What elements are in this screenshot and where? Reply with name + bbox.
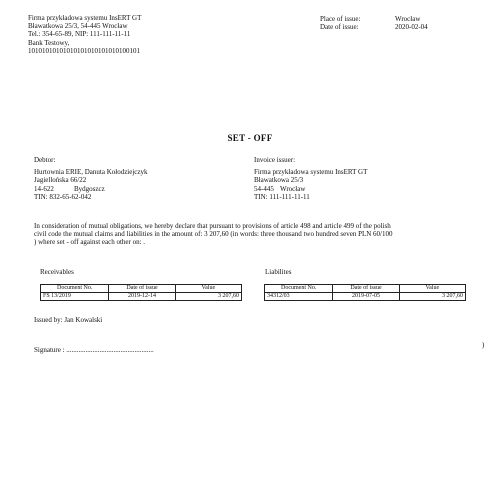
- value-cell: 3 207,60: [399, 293, 465, 301]
- debtor-postal-city: [34, 185, 148, 193]
- place-row: [320, 15, 428, 23]
- debtor-postal: 14-622: [34, 184, 54, 193]
- issuer-city: Wrocław: [280, 184, 306, 193]
- column-header: Value: [175, 285, 241, 293]
- declaration-line: civil code the mutual claims and liabilities in the amount of: 3 207,60 (in words: three thousand two hundred seven PLN 60/100: [34, 230, 393, 239]
- table-header-row: [41, 285, 242, 293]
- date-cell: 2019-12-14: [109, 293, 175, 301]
- date-cell: 2019-07-05: [333, 293, 399, 301]
- issuer-name: Firma przykładowa systemu InsERT GT: [254, 168, 368, 177]
- date-label: Date of issue:: [320, 23, 359, 32]
- issuer-postal-city: [254, 185, 367, 193]
- signature-line: Signature : ..................................................: [34, 346, 154, 354]
- company-phone-nip: Tel.: 354-65-89, NIP: 111-111-11-11: [28, 30, 131, 39]
- company-block: [28, 14, 141, 55]
- debtor-name: Hurtownia ERIE, Danuta Kołodziejczyk: [34, 168, 148, 177]
- company-account: 10101010101010101010101010100101: [28, 46, 140, 55]
- company-address: Bławatkowa 25/3, 54-445 Wrocław: [28, 22, 128, 31]
- debtor-tin: TIN: 832-65-62-042: [34, 192, 92, 201]
- company-bank: Bank Testowy,: [28, 38, 70, 47]
- column-header: Value: [399, 285, 465, 293]
- place-value: Wrocław: [395, 15, 421, 23]
- edge-mark: ): [482, 341, 485, 349]
- table-header-row: [265, 285, 466, 293]
- column-header: Document No.: [41, 285, 109, 293]
- document-no-cell: FS 13/2019: [41, 293, 109, 301]
- debtor-city: Bydgoszcz: [74, 184, 105, 193]
- issued-by: Issued by: Jan Kowalski: [34, 316, 103, 324]
- table-row: [265, 293, 466, 301]
- column-header: Date of issue: [333, 285, 399, 293]
- declaration-line: In consideration of mutual obligations, we hereby declare that pursuant to provisions of article 498 and article 499 of the polish: [34, 222, 391, 230]
- declaration-paragraph: [34, 222, 474, 247]
- document-title: SET - OFF: [227, 133, 273, 143]
- date-row: [320, 23, 428, 31]
- receivables-table: [40, 284, 242, 301]
- column-header: Document No.: [265, 285, 333, 293]
- issuer-block: [254, 156, 367, 201]
- issuer-street: Bławatkowa 25/3: [254, 176, 304, 185]
- document-no-cell: 34312/03: [265, 293, 333, 301]
- issuer-tin: TIN: 111-111-11-11: [254, 192, 310, 201]
- declaration-line: ) where set - off against each other on: .: [34, 238, 146, 247]
- liabilities-title: Liabilites: [265, 268, 292, 276]
- place-label: Place of issue:: [320, 15, 361, 23]
- table-row: [41, 293, 242, 301]
- liabilities-table: [264, 284, 466, 301]
- issue-meta: [320, 15, 428, 31]
- date-value: 2020-02-04: [395, 23, 428, 32]
- issuer-heading: Invoice issuer:: [254, 156, 296, 164]
- value-cell: 3 207,60: [175, 293, 241, 301]
- receivables-title: Receivables: [40, 268, 74, 276]
- company-name: Firma przykładowa systemu InsERT GT: [28, 14, 142, 22]
- column-header: Date of issue: [109, 285, 175, 293]
- debtor-block: [34, 156, 148, 201]
- debtor-heading: Debtor:: [34, 156, 56, 164]
- debtor-street: Jagiellońska 66/22: [34, 176, 87, 185]
- issuer-postal: 54-445: [254, 184, 274, 193]
